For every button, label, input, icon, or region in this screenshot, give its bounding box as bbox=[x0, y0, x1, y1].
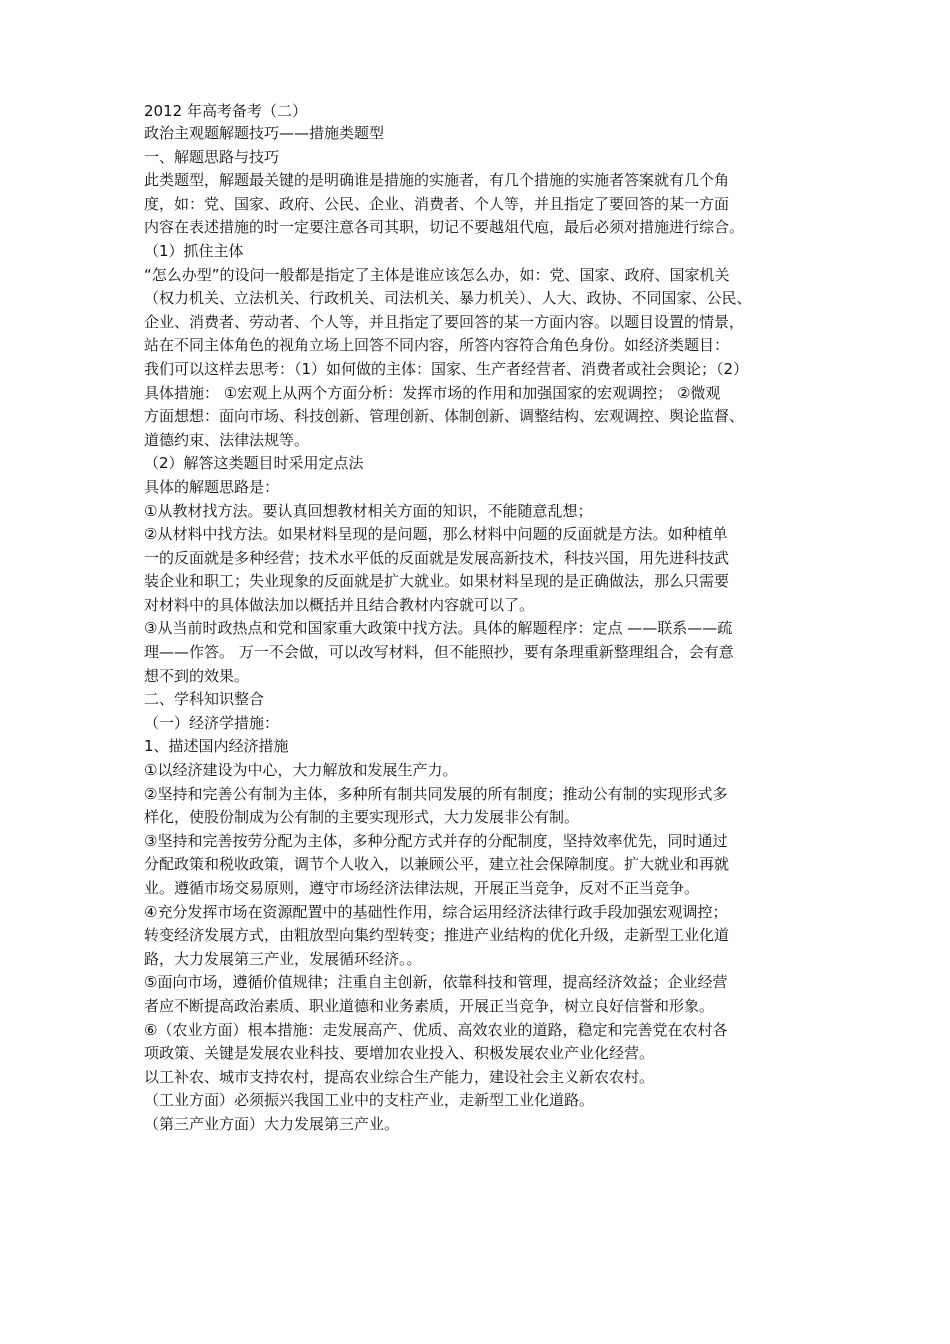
list-item: ①从教材找方法。要认真回想教材相关方面的知识，不能随意乱想； bbox=[144, 501, 593, 520]
text-line: 内容在表述措施的时一定要注意各司其职，切记不要越俎代庖，最后必须对措施进行综合。 bbox=[144, 218, 745, 237]
text-line: 方面想想：面向市场、科技创新、管理创新、体制创新、调整结构、宏观调控、舆论监督、 bbox=[144, 407, 745, 426]
text-line: 企业、消费者、劳动者、个人等，并且指定了要回答的某一方面内容。以题目设置的情景， bbox=[144, 312, 745, 331]
list-item: ②从材料中找方法。如果材料呈现的是问题，那么材料中问题的反面就是方法。如种植单 bbox=[144, 525, 728, 544]
list-item: ④充分发挥市场在资源配置中的基础性作用，综合运用经济法律行政手段加强宏观调控； bbox=[144, 902, 728, 921]
text-line: 路，大力发展第三产业，发展循环经济。。 bbox=[144, 949, 422, 968]
list-item: ②坚持和完善公有制为主体，多种所有制共同发展的所有制度；推动公有制的实现形式多 bbox=[144, 784, 728, 803]
list-item: ①以经济建设为中心，大力解放和发展生产力。 bbox=[144, 761, 458, 780]
document-page bbox=[144, 100, 824, 1137]
list-item: ③从当前时政热点和党和国家重大政策中找方法。具体的解题程序：定点 ——联系——疏 bbox=[144, 619, 733, 638]
text-line: 装企业和职工；失业现象的反面就是扩大就业。如果材料呈现的是正确做法，那么只需要 bbox=[144, 572, 730, 591]
text-line: 项政策、关键是发展农业科技、要增加农业投入、积极发展农业产业化经营。 bbox=[144, 1044, 655, 1063]
section-heading: 一、解题思路与技巧 bbox=[144, 147, 280, 166]
section-heading: 二、学科知识整合 bbox=[144, 690, 265, 709]
subsection-heading: 1、描述国内经济措施 bbox=[144, 737, 289, 756]
subsection-heading: （2）解答这类题目时采用定点法 bbox=[144, 454, 364, 473]
text-line: “怎么办型”的设问一般都是指定了主体是谁应该怎么办，如：党、国家、政府、国家机关 bbox=[144, 265, 730, 284]
doc-title: 2012 年高考备考（二） bbox=[144, 102, 307, 120]
text-line: 想不到的效果。 bbox=[144, 666, 250, 685]
text-line: 此类题型，解题最关键的是明确谁是措施的实施者，有几个措施的实施者答案就有几个角 bbox=[144, 171, 730, 190]
doc-subtitle: 政治主观题解题技巧——措施类题型 bbox=[144, 124, 385, 142]
subsection-heading: （1）抓住主体 bbox=[144, 241, 244, 260]
text-line: 理——作答。 万一不会做，可以改写材料，但不能照抄，要有条理重新整理组合，会有意 bbox=[144, 643, 734, 662]
text-line: 一的反面就是多种经营；技术水平低的反面就是发展高新技术，科技兴国，用先进科技武 bbox=[144, 548, 730, 567]
text-line: 业。遵循市场交易原则，遵守市场经济法律法规，开展正当竞争，反对不正当竞争。 bbox=[144, 879, 700, 897]
subsection-heading: （一）经济学措施： bbox=[144, 713, 280, 732]
text-line: 道德约束、法律法规等。 bbox=[144, 430, 310, 449]
text-line: 站在不同主体角色的视角立场上回答不同内容，所答内容符合角色身份。如经济类题目： bbox=[144, 336, 730, 355]
text-line: 具体措施： ①宏观上从两个方面分析：发挥市场的作用和加强国家的宏观调控； ②微观 bbox=[144, 383, 721, 402]
text-line: 分配政策和税收政策，调节个人收入，以兼顾公平，建立社会保障制度。扩大就业和再就 bbox=[144, 855, 730, 874]
text-line: （权力机关、立法机关、行政机关、司法机关、暴力机关）、人大、政协、不同国家、公民、 bbox=[144, 289, 752, 308]
list-item: ⑥（农业方面）根本措施：走发展高产、优质、高效农业的道路，稳定和完善党在农村各 bbox=[144, 1020, 728, 1039]
list-item: ③坚持和完善按劳分配为主体，多种分配方式并存的分配制度，坚持效率优先，同时通过 bbox=[144, 831, 728, 850]
text-line: （第三产业方面）大力发展第三产业。 bbox=[144, 1114, 400, 1133]
text-line: 者应不断提高政治素质、职业道德和业务素质，开展正当竞争，树立良好信誉和形象。 bbox=[144, 996, 715, 1015]
text-line: 样化，使股份制成为公有制的主要实现形式，大力发展非公有制。 bbox=[144, 808, 580, 827]
text-line: 具体的解题思路是： bbox=[144, 477, 280, 496]
list-item: ⑤面向市场，遵循价值规律；注重自主创新，依靠科技和管理，提高经济效益；企业经营 bbox=[144, 973, 728, 992]
text-line: 度，如：党、国家、政府、公民、企业、消费者、个人等，并且指定了要回答的某一方面 bbox=[144, 194, 730, 213]
text-line: 转变经济发展方式，由粗放型向集约型转变；推进产业结构的优化升级，走新型工业化道 bbox=[144, 926, 730, 945]
text-line: 以工补农、城市支持农村，提高农业综合生产能力，建设社会主义新农农村。 bbox=[144, 1067, 655, 1086]
text-line: 我们可以这样去思考：（1）如何做的主体：国家、生产者经营者、消费者或社会舆论；（2） bbox=[144, 359, 749, 378]
text-line: （工业方面）必须振兴我国工业中的支柱产业，走新型工业化道路。 bbox=[144, 1091, 595, 1110]
text-line: 对材料中的具体做法加以概括并且结合教材内容就可以了。 bbox=[144, 595, 535, 614]
